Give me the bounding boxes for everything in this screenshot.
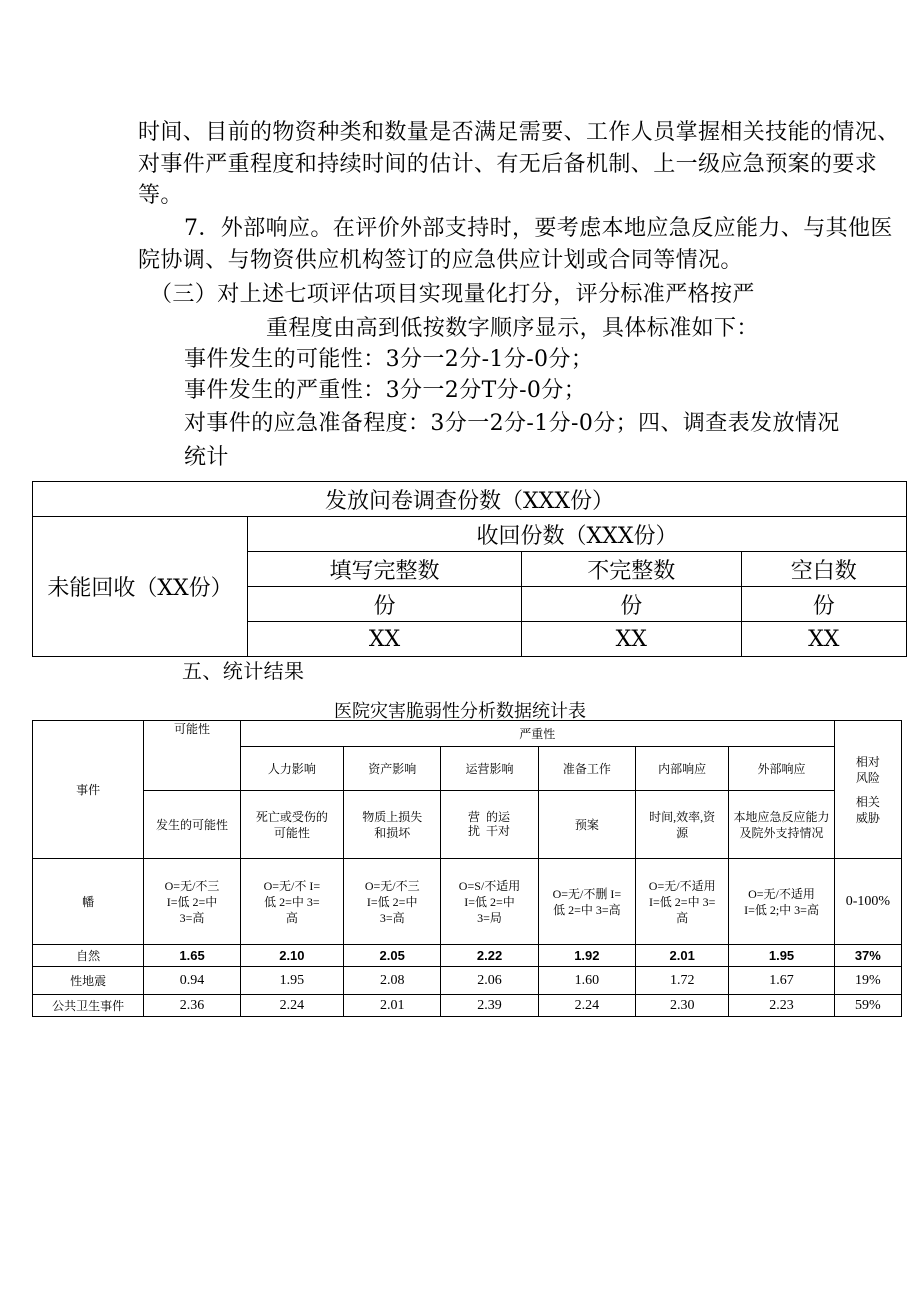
risk-cell: 59% [834, 995, 901, 1017]
desc-asset-text: 物质上损失和损坏 [362, 809, 423, 840]
paragraph-line: （三）对上述七项评估项目实现量化打分，评分标准严格按严 [150, 282, 755, 307]
value-cell: 2.01 [636, 945, 729, 967]
paragraph-line: 院协调、与物资供应机构签订的应急供应计划或合同等情况。 [138, 248, 743, 273]
value-cell: XX [521, 622, 741, 657]
severity-header: 严重性 [240, 721, 834, 747]
paragraph-line: 对事件的应急准备程度：3分一2分-1分-0分；四、调查表发放情况 [184, 411, 840, 436]
paragraph-line: 时间、目前的物资种类和数量是否满足需要、工作人员掌握相关技能的情况、 [138, 120, 900, 145]
paragraph-line: 7．外部响应。在评价外部支持时，要考虑本地应急反应能力、与其他医 [184, 216, 893, 241]
scale-text: O=无/不删 I=低 2=中 3=高 [552, 886, 622, 917]
value-cell: 2.30 [636, 995, 729, 1017]
survey-table [32, 481, 907, 657]
value-cell: 1.95 [729, 945, 834, 967]
value-cell: 1.95 [240, 967, 343, 995]
sub-header-prep: 准备工作 [538, 747, 635, 791]
risk-cell: 19% [834, 967, 901, 995]
desc-internal [636, 791, 729, 859]
relative-threat-label: 相关威胁 [855, 794, 880, 825]
scale-cell [344, 859, 441, 945]
value-cell: 2.08 [344, 967, 441, 995]
value-cell: XX [248, 622, 522, 657]
scale-cell [441, 859, 538, 945]
desc-ops-b: 的运干对 [486, 810, 511, 838]
scale-cell [144, 859, 240, 945]
unit-cell: 份 [741, 587, 906, 622]
value-cell: 2.06 [441, 967, 538, 995]
desc-human [240, 791, 343, 859]
value-cell: 1.67 [729, 967, 834, 995]
value-cell: 2.22 [441, 945, 538, 967]
col-complete: 填写完整数 [248, 552, 522, 587]
stats-table-title: 医院灾害脆弱性分析数据统计表 [334, 701, 586, 722]
value-cell: 2.36 [144, 995, 240, 1017]
event-name: 公共卫生事件 [33, 995, 144, 1017]
col-blank: 空白数 [741, 552, 906, 587]
value-cell: 2.24 [240, 995, 343, 1017]
paragraph-line: 等。 [138, 183, 183, 208]
desc-prep: 预案 [538, 791, 635, 859]
desc-external-text: 本地应急反应能力及院外支持情况 [733, 809, 830, 840]
value-cell: 1.92 [538, 945, 635, 967]
relative-risk-header [834, 721, 901, 859]
returned-header: 收回份数（XXX份） [248, 517, 907, 552]
sub-header-human: 人力影响 [240, 747, 343, 791]
scale-text: O=无/不适用 I=低 2;中 3=高 [744, 886, 819, 917]
scale-text: O=S/不适用 I=低 2=中 3=局 [458, 878, 521, 925]
value-cell: XX [741, 622, 906, 657]
scale-text: O=无/不适用 I=低 2=中 3=高 [648, 878, 716, 925]
value-cell: 0.94 [144, 967, 240, 995]
scale-range: 0-100% [834, 859, 901, 945]
scale-cell [636, 859, 729, 945]
event-name: 性地震 [33, 967, 144, 995]
risk-cell: 37% [834, 945, 901, 967]
relative-risk-label: 相对风险 [855, 754, 880, 785]
scale-cell [538, 859, 635, 945]
section-heading: 五、统计结果 [182, 659, 305, 683]
event-header: 事件 [33, 721, 144, 859]
unit-cell: 份 [248, 587, 522, 622]
paragraph-line: 事件发生的严重性：3分一2分T分-0分； [184, 378, 587, 403]
scale-cell [729, 859, 834, 945]
scale-text: O=无/不 I=低 2=中 3=高 [263, 878, 321, 925]
survey-header: 发放问卷调查份数（XXX份） [33, 482, 907, 517]
value-cell: 2.39 [441, 995, 538, 1017]
desc-external [729, 791, 834, 859]
value-cell: 1.72 [636, 967, 729, 995]
col-incomplete: 不完整数 [521, 552, 741, 587]
not-returned-cell: 未能回收（XX份） [33, 517, 248, 657]
desc-human-text: 死亡或受伤的可能性 [255, 809, 328, 840]
scale-text: O=无/不三 I=低 2=中 3=高 [364, 878, 420, 925]
value-cell: 2.05 [344, 945, 441, 967]
paragraph-line: 统计 [184, 445, 229, 470]
paragraph-line: 对事件严重程度和持续时间的估计、有无后备机制、上一级应急预案的要求 [138, 152, 878, 177]
stats-table [32, 720, 902, 1017]
value-cell: 1.60 [538, 967, 635, 995]
value-cell: 2.10 [240, 945, 343, 967]
value-cell: 2.01 [344, 995, 441, 1017]
scale-label: 幡 [33, 859, 144, 945]
desc-likelihood: 发生的可能性 [144, 791, 240, 859]
unit-cell: 份 [521, 587, 741, 622]
value-cell: 2.23 [729, 995, 834, 1017]
desc-asset [344, 791, 441, 859]
paragraph-line: 事件发生的可能性：3分一2分-1分-0分； [184, 347, 594, 372]
scale-cell [240, 859, 343, 945]
likelihood-header: 可能性 [144, 721, 240, 791]
value-cell: 1.65 [144, 945, 240, 967]
sub-header-external: 外部响应 [729, 747, 834, 791]
scale-text: O=无/不三 I=低 2=中 3=高 [164, 878, 220, 925]
desc-internal-text: 时间,效率,资源 [649, 809, 716, 840]
sub-header-asset: 资产影响 [344, 747, 441, 791]
sub-header-internal: 内部响应 [636, 747, 729, 791]
desc-ops [441, 791, 538, 859]
sub-header-ops: 运营影响 [441, 747, 538, 791]
event-name: 自然 [33, 945, 144, 967]
value-cell: 2.24 [538, 995, 635, 1017]
desc-ops-a: 营扰 [468, 810, 481, 838]
paragraph-line: 重程度由高到低按数字顺序显示，具体标准如下： [266, 316, 759, 341]
